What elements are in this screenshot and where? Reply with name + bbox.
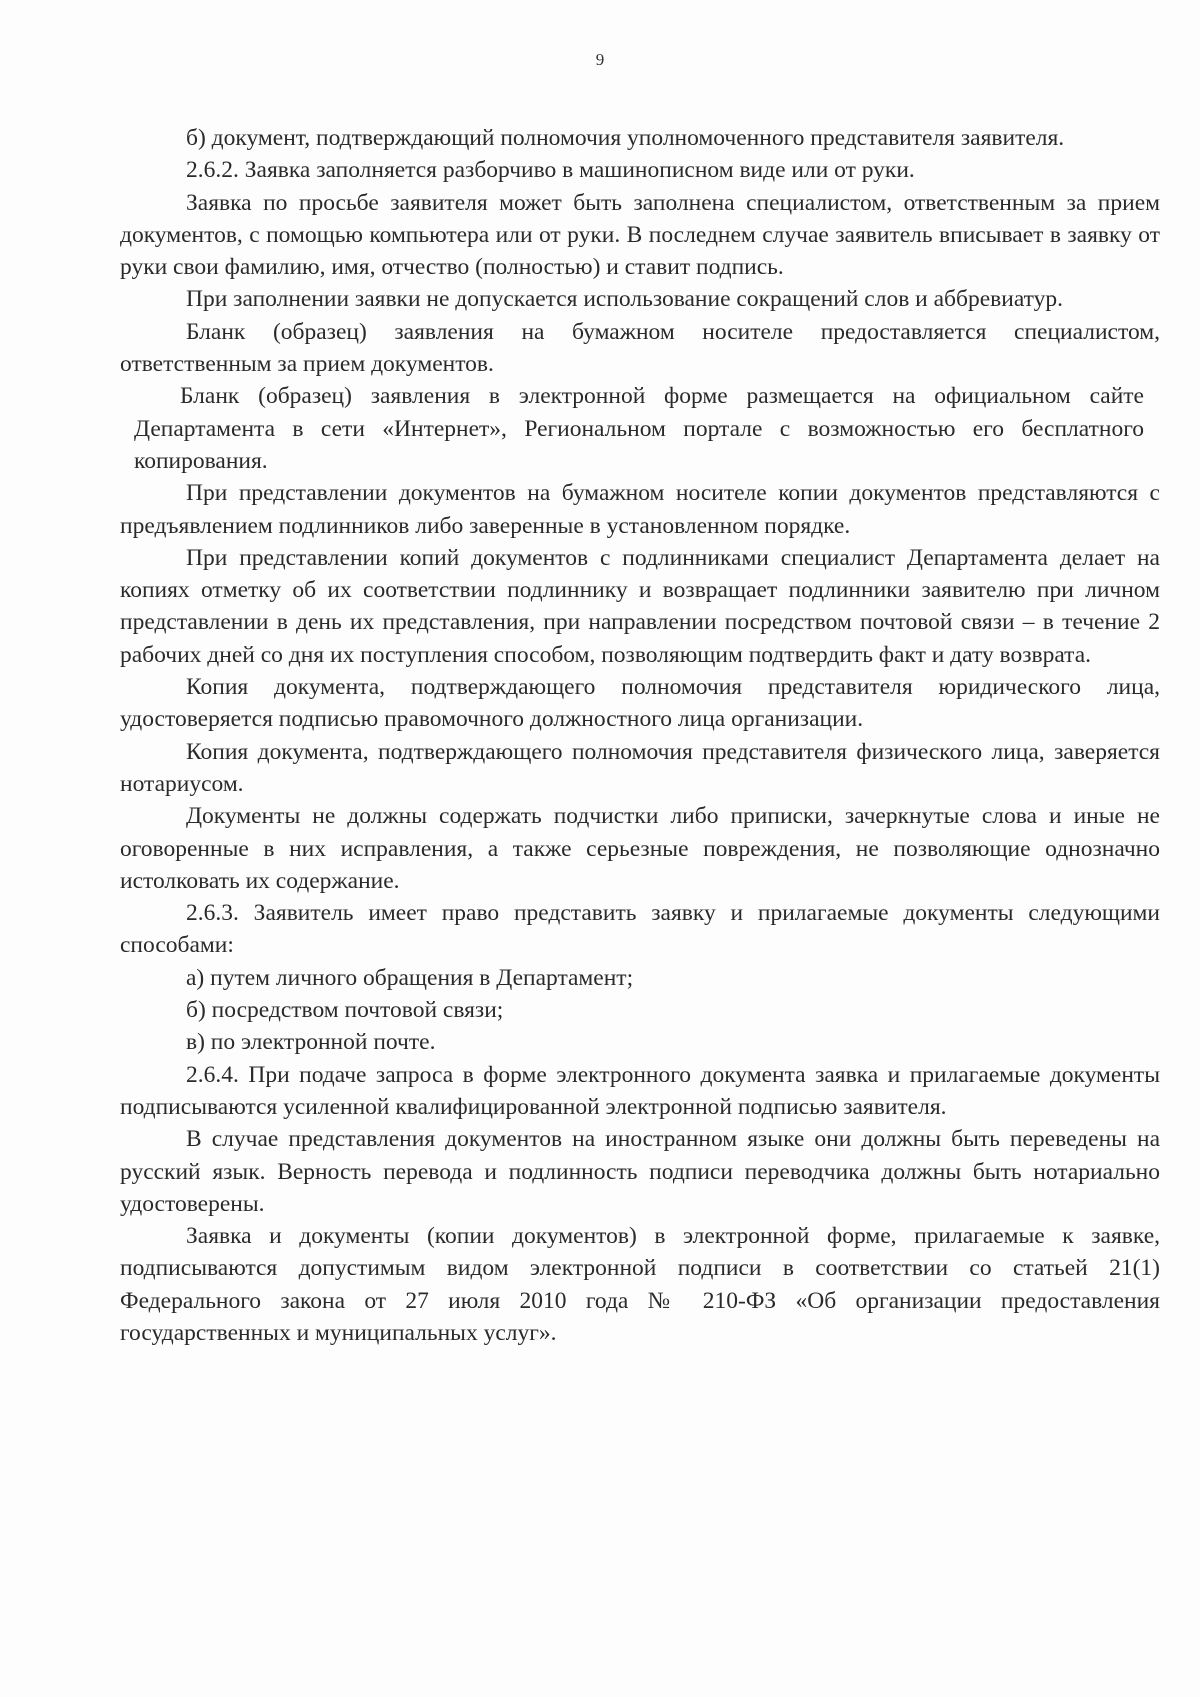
paragraph-paper-form: Бланк (образец) заявления на бумажном носителе предоставляется специалистом, ответственным за прием документов. bbox=[120, 318, 1160, 378]
paragraph-authority-document: б) документ, подтверждающий полномочия уполномоченного представителя заявителя. bbox=[186, 125, 1065, 151]
list-item-by-email: в) по электронной почте. bbox=[186, 1029, 436, 1056]
paragraph-paper-copies: При представлении документов на бумажном носителе копии документов представляются с предъявлением подлинников либо заверенные в установленном порядке. bbox=[120, 480, 1160, 539]
list-item-in-person: а) путем личного обращения в Департамент; bbox=[186, 964, 634, 991]
list-item-by-post: б) посредством почтовой связи; bbox=[186, 997, 504, 1024]
paragraph-foreign-language: В случае представления документов на иностранном языке они должны быть переведены на русский язык. Верность перевода и подлинность подписи переводчика должны быть нотариально удостоверены. bbox=[120, 1126, 1160, 1217]
paragraph-individual-copy: Копия документа, подтверждающего полномочия представителя физического лица, заверяется нотариусом. bbox=[120, 738, 1160, 797]
page-number: 9 bbox=[595, 50, 605, 69]
paragraph-electronic-form: Бланк (образец) заявления в электронной форме размещается на официальном сайте Департамента в сети «Интернет», Региональном портале с возможностью его бесплатного копирования. bbox=[134, 383, 1144, 474]
paragraph-no-corrections: Документы не должны содержать подчистки либо приписки, зачеркнутые слова и иные не оговоренные в них исправления, а также серьезные повреждения, не позволяющие однозначно истолковать их содержание. bbox=[120, 803, 1160, 894]
paragraph-electronic-signature: Заявка и документы (копии документов) в электронной форме, прилагаемые к заявке, подписываются допустимым видом электронной подписи в соответствии со статьей 21(1) Федерального закона от 27 июля 2010 года № 210-ФЗ «Об организации предоставления государственных и муниципальных услуг». bbox=[120, 1223, 1160, 1346]
paragraph-2-6-4: 2.6.4. При подаче запроса в форме электронного документа заявка и прилагаемые документы подписываются усиленной квалифицированной электронной подписью заявителя. bbox=[120, 1061, 1160, 1120]
document-body bbox=[120, 122, 1160, 1349]
paragraph-filled-by-specialist: Заявка по просьбе заявителя может быть заполнена специалистом, ответственным за прием документов, с помощью компьютера или от руки. В последнем случае заявитель вписывает в заявку от руки свои фамилию, имя, отчество (полностью) и ставит подпись. bbox=[120, 189, 1160, 281]
paragraph-2-6-3: 2.6.3. Заявитель имеет право представить заявку и прилагаемые документы следующими способами: bbox=[120, 900, 1160, 959]
paragraph-no-abbreviations: При заполнении заявки не допускается использование сокращений слов и аббревиатур. bbox=[186, 286, 1063, 313]
paragraph-2-6-2: 2.6.2. Заявка заполняется разборчиво в машинописном виде или от руки. bbox=[186, 157, 915, 184]
paragraph-original-return: При представлении копий документов с подлинниками специалист Департамента делает на копиях отметку об их соответствии подлиннику и возвращает подлинники заявителю при личном представлении в день их представления, при направлении посредством почтовой связи – в течение 2 рабочих дней со дня их поступления способом, позволяющим подтвердить факт и дату возврата. bbox=[120, 544, 1160, 668]
paragraph-legal-entity-copy: Копия документа, подтверждающего полномочия представителя юридического лица, удостоверяется подписью правомочного должностного лица организации. bbox=[120, 674, 1160, 733]
